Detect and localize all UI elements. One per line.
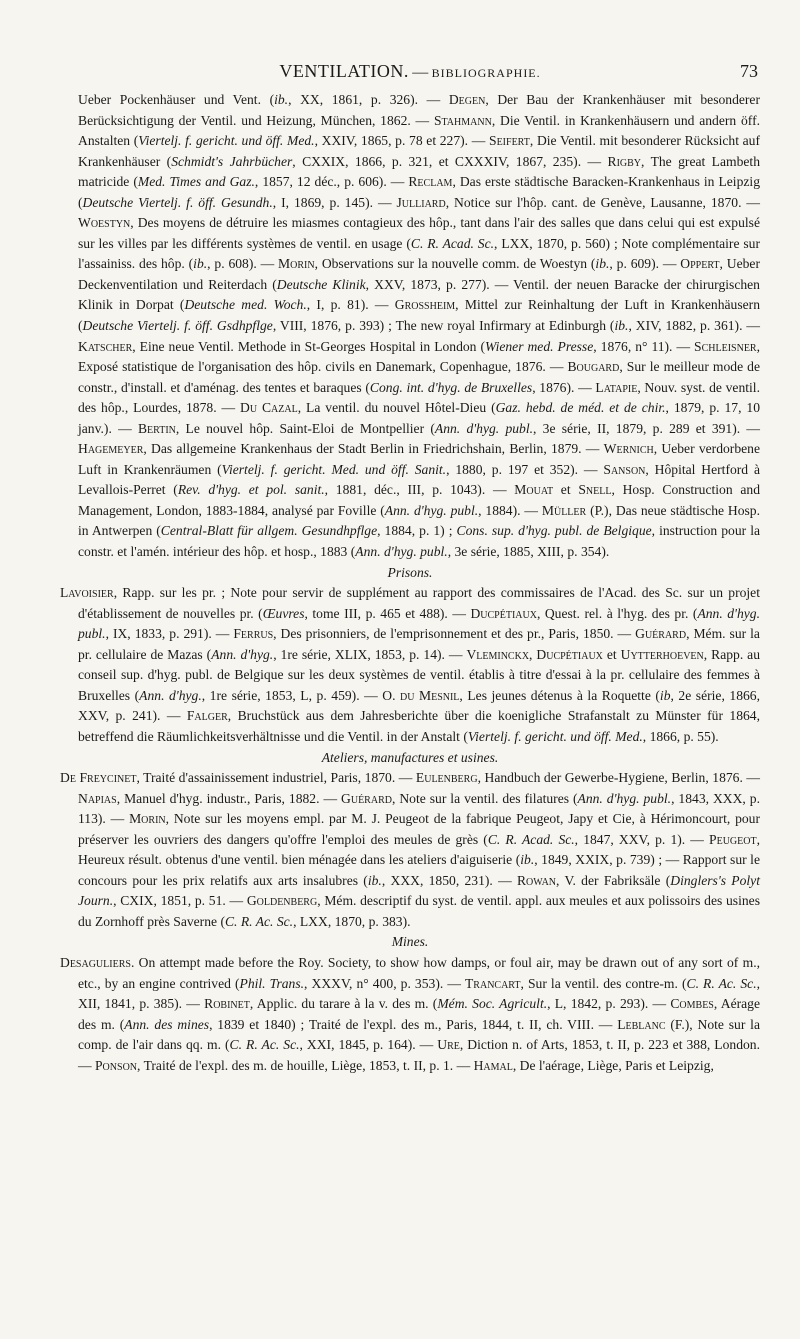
text-run: , Bruchstück aus dem Jahresberichte über die koenigliche Strafanstalt zu Münster für 1864, betreffend die Räumlichkeitsverhältnisse und die Ventil. in der Anstalt (	[78, 708, 761, 744]
journal-title: ib.	[520, 852, 535, 868]
author-name: De Freycinet	[60, 770, 137, 786]
running-header	[60, 56, 760, 86]
text-run: , Handbuch der Gewerbe-Hygiene, Berlin, 1876. —	[477, 770, 761, 786]
journal-title: Ann. d'hyg.	[139, 687, 202, 703]
author-name: Hamal	[473, 1057, 513, 1073]
author-name: Oppert	[680, 256, 720, 272]
text-run: , 1839 et 1840) ; Traité de l'expl. des m., Paris, 1844, t. II, ch. VIII. —	[209, 1016, 618, 1032]
author-name: Guérard	[635, 626, 687, 642]
journal-title: Phil. Trans.	[239, 975, 305, 991]
author-name: Falger	[186, 708, 228, 724]
author-name: Latapie	[595, 379, 638, 395]
author-name: Ferrus	[233, 626, 274, 642]
author-name: Hagemeyer	[78, 441, 144, 457]
text-run: , 1884). —	[478, 502, 542, 518]
author-name: Müller	[541, 502, 587, 518]
text-run: , 1876, n° 11). —	[593, 338, 695, 354]
journal-title: Deutsche med. Woch.	[184, 297, 307, 313]
text-run: et	[553, 482, 579, 498]
author-name: Napias	[78, 790, 117, 806]
section-heading	[60, 748, 760, 769]
journal-title: Mém. Soc. Agricult.	[437, 996, 548, 1012]
text-run: , Rapp. sur les pr. ; Note pour servir de supplément au rapport des commissaires de l'Acad. des Sc. sur un projet d'établissement de nouvelles pr. (	[78, 585, 760, 621]
text-run: , tome III, p. 465 et 488). —	[304, 605, 471, 621]
journal-title: Med. Times and Gaz.	[137, 174, 255, 190]
text-run: , Des moyens de détruire les miasmes contagieux des hôp., tant dans l'air des salles que dans celui qui est expulsé sur les villes par les différents systèmes de ventil. en usage (	[78, 215, 760, 251]
author-name: Desaguliers	[60, 954, 131, 970]
text-run: , 2e série, 1866, XXV, p. 241). —	[78, 687, 760, 724]
bibliography-paragraph	[60, 583, 760, 747]
journal-title: Deutsche Viertelj. f. öff. Gsdhpflge	[82, 318, 273, 334]
journal-title: Rev. d'hyg. et pol. sanit.	[177, 482, 325, 498]
journal-title: ib.	[595, 256, 610, 272]
author-name: Grossheim	[394, 297, 456, 313]
text-run: , 3e série, II, 1879, p. 289 et 391). —	[533, 420, 760, 436]
text-run: Ateliers, manufactures et usines.	[321, 749, 499, 765]
text-run: , Das allgemeine Krankenhaus der Stadt Berlin in Friedrichshain, Berlin, 1879. —	[143, 441, 604, 457]
journal-title: C. R. Ac. Sc.	[229, 1037, 300, 1053]
text-run: , 1866, p. 55).	[642, 728, 719, 744]
text-run: , Des prisonniers, de l'emprisonnement et des pr., Paris, 1850. —	[273, 626, 636, 642]
text-run: , L, 1842, p. 293). —	[547, 996, 671, 1012]
text-run: et	[602, 646, 621, 662]
journal-title: Schmidt's Jahrbücher	[171, 153, 293, 169]
text-run: , 1876). —	[532, 379, 596, 395]
text-run: , CXIX, 1851, p. 51. —	[113, 893, 247, 909]
text-run: , 1847, XXV, p. 1). —	[574, 831, 710, 847]
bibliography-paragraph	[60, 90, 760, 563]
text-run: , Rapp. au conseil sup. d'hyg. publ. de Belgique sur les deux systèmes de ventil. établis à titre d'essai à la pr. cellulaire des femmes à Bruxelles (	[78, 646, 761, 703]
text-run: , 1881, déc., III, p. 1043). —	[324, 482, 515, 498]
journal-title: Ann. des mines	[124, 1016, 210, 1032]
author-name: Snell	[578, 482, 612, 498]
journal-title: Ann. d'hyg. publ.	[78, 605, 760, 642]
author-name: Stahmann	[433, 112, 492, 128]
header-dash: —	[412, 64, 429, 81]
text-run: , Sur la ventil. des contre-m. (	[520, 975, 687, 991]
text-run: , 1843, XXX, p. 113). —	[78, 790, 760, 827]
text-run: , XX, 1861, p. 326). —	[288, 92, 449, 107]
text-run: , Note sur la ventil. des filatures (	[391, 790, 578, 806]
author-name: Rowan	[516, 872, 557, 888]
text-run: , XXI, 1845, p. 164). —	[299, 1037, 438, 1053]
author-name: Combes	[670, 996, 714, 1012]
author-name: Seifert	[489, 133, 530, 149]
author-name: Du Cazal	[240, 400, 298, 416]
text-run: , Traité de l'expl. des m. de houille, Liège, 1853, t. II, p. 1. —	[137, 1057, 474, 1073]
text-run: ,	[529, 646, 537, 662]
journal-title: Viertelj. f. gericht. und öff. Med.	[467, 728, 643, 744]
text-run: , Die Ventil. in Krankenhäusern und andern öff. Anstalten (	[78, 112, 760, 149]
text-run: , Traité d'assainissement industriel, Paris, 1870. —	[136, 770, 416, 786]
author-name: Bertin	[137, 420, 176, 436]
text-run: , Mém. descriptif du syst. de ventil. appl. aux meules et aux polissoirs des usines du Zornhoff près Saverne (	[78, 893, 760, 929]
author-name: Reclam	[408, 174, 453, 190]
text-run: , 1849, XXIX, p. 739) ; — Rapport sur le concours pour les prix relatifs aux arts insalubres (	[78, 852, 760, 888]
text-run: , Manuel d'hyg. industr., Paris, 1882. —	[116, 790, 342, 806]
author-name: Bougard	[567, 359, 620, 375]
running-title: VENTILATION.	[279, 61, 409, 81]
author-name: Ducpétiaux	[470, 605, 537, 621]
text-run: , Observations sur la nouvelle comm. de Woestyn (	[314, 256, 596, 272]
text-run: , The great Lambeth matricide (	[78, 153, 760, 190]
text-run: , LXX, 1870, p. 383).	[293, 913, 411, 929]
journal-title: ib.	[614, 318, 629, 334]
journal-title: ib.	[193, 256, 208, 272]
author-name: Schleisner	[694, 338, 757, 354]
text-run: , 3e série, 1885, XIII, p. 354).	[447, 544, 610, 560]
journal-title: Ann. d'hyg. publ.	[384, 502, 479, 518]
author-name: Eulenberg	[415, 770, 478, 786]
text-run: , XII, 1841, p. 385). —	[78, 975, 761, 1012]
text-run: , 1857, 12 déc., p. 606). —	[254, 174, 409, 190]
author-name: du Mesnil	[400, 687, 460, 703]
text-run: , I, 1869, p. 145). —	[272, 194, 397, 210]
journal-title: Deutsche Klinik	[276, 276, 366, 292]
author-name: Ure	[437, 1037, 460, 1053]
journal-title: Ann. d'hyg.	[211, 646, 274, 662]
journal-title: Viertelj. f. gericht. Med. und öff. Sanit.	[221, 461, 447, 477]
author-name: Morin	[278, 256, 315, 272]
text-run: , La ventil. du nouvel Hôtel-Dieu (	[297, 400, 496, 416]
text-run: , Quest. rel. à l'hyg. des pr. (	[536, 605, 698, 621]
author-name: Julliard	[396, 194, 446, 210]
journal-title: ib.	[274, 92, 289, 107]
author-name: Degen	[448, 92, 486, 107]
text-run: , Hôpital Hertford à Levallois-Perret (	[78, 461, 760, 498]
journal-title: Central-Blatt für allgem. Gesundhpflge	[160, 523, 378, 539]
text-run: , Aérage des m. (	[78, 996, 761, 1032]
text-run: , XXV, 1873, p. 277). — Ventil. der neuen Baracke der chirurgischen Klinik in Dorpat (	[78, 276, 760, 313]
text-run: , IX, 1833, p. 291). —	[105, 626, 234, 642]
author-name: Ducpétiaux	[536, 646, 603, 662]
text-run: , instruction pour la constr. et l'amén. intérieur des hôp. et hosp., 1883 (	[78, 523, 760, 560]
text-run: , 1884, p. 1) ;	[377, 523, 457, 539]
text-run: . On attempt made before the Roy. Society, to show how damps, or foul air, may be drawn out of any sort of m., etc., by an engine contrived (	[78, 954, 760, 991]
bibliography-body	[60, 90, 760, 1076]
text-run: , Notice sur l'hôp. cant. de Genève, Lausanne, 1870. —	[445, 194, 761, 210]
journal-title: Cons. sup. d'hyg. publ. de Belgique	[456, 523, 652, 539]
journal-title: Dinglers's Polyt Journ.	[78, 872, 760, 909]
text-run: , Nouv. syst. de ventil. des hôp., Lourdes, 1878. —	[78, 379, 760, 416]
journal-title: ib.	[367, 872, 382, 888]
text-run: , Das erste städtische Baracken-Krankenhaus in Leipzig (	[78, 174, 760, 210]
author-name: Goldenberg	[246, 893, 318, 909]
journal-title: C. R. Ac. Sc.	[224, 913, 294, 929]
text-run: , 1re série, XLIX, 1853, p. 14). —	[273, 646, 467, 662]
text-run: , I, p. 81). —	[306, 297, 395, 313]
text-run: , Note sur les moyens empl. par M. J. Peugeot de la fabrique Peugeot, Japy et Cie, à Hérimoncourt, pour préserver les ouvriers des dangers qu'offre l'emploi des meules de grès (	[78, 811, 761, 847]
text-run: , LXX, 1870, p. 560) ; Note complémentaire sur l'assainiss. des hôp. (	[78, 235, 760, 272]
journal-title: Gaz. hebd. de méd. et de chir.	[495, 400, 666, 416]
text-run: , XXIV, 1865, p. 78 et 227). —	[314, 133, 490, 149]
text-run: , CXXIX, 1866, p. 321, et CXXXIV, 1867, 235). —	[292, 153, 608, 169]
section-heading	[60, 932, 760, 953]
text-run: , Die Ventil. mit besonderer Rücksicht auf Krankenhäuser (	[78, 133, 761, 169]
author-name: Trancart	[465, 975, 521, 991]
text-run: , Les jeunes détenus à la Roquette (	[459, 687, 660, 703]
bibliography-paragraph	[60, 768, 760, 932]
text-run: , Exposé statistique de l'organisation des hôp. civils en Danemark, Copenhague, 1876. —	[78, 338, 760, 375]
journal-title: C. R. Ac. Sc.	[686, 975, 757, 991]
journal-title: Wiener med. Presse	[485, 338, 594, 354]
author-name: Guérard	[341, 790, 392, 806]
text-run: Prisons.	[387, 564, 433, 580]
journal-title: Ann. d'hyg. publ.	[355, 544, 448, 560]
author-name: Mouat	[514, 482, 554, 498]
text-run: , VIII, 1876, p. 393) ; The new royal Infirmary at Edinburgh (	[272, 318, 615, 334]
text-run: Ueber Pockenhäuser und Vent. (	[78, 92, 275, 107]
journal-title: Viertelj. f. gericht. und öff. Med.	[138, 133, 315, 149]
author-name: Uytterhoeven	[620, 646, 704, 662]
text-run: , Ueber verdorbene Luft in Krankenräumen (	[78, 441, 760, 477]
text-run: , 1re série, 1853, L, p. 459). — O.	[201, 687, 401, 703]
author-name: Woestyn	[78, 215, 131, 231]
author-name: Vleminckx	[466, 646, 530, 662]
journal-title: Deutsche Viertelj. f. öff. Gesundh.	[82, 194, 273, 210]
text-run: , p. 609). —	[609, 256, 681, 272]
text-run: , Heureux résult. obtenus d'une ventil. bien ménagée dans les ateliers d'aiguiserie (	[78, 831, 760, 868]
text-run: , XXX, 1850, 231). —	[381, 872, 517, 888]
text-run: (P.), Das neue städtische Hosp. in Antwerpen (	[78, 502, 761, 539]
author-name: Wernich	[603, 441, 654, 457]
author-name: Sanson	[603, 461, 646, 477]
author-name: Morin	[129, 811, 166, 827]
journal-title: ib	[659, 687, 671, 703]
text-run: , Mittel zur Reinhaltung der Luft in Krankenhäusern (	[78, 297, 760, 334]
text-run: , 1879, p. 17, 10 janv.). —	[78, 400, 760, 436]
text-run: , V. der Fabriksäle (	[556, 872, 671, 888]
text-run: , XIV, 1882, p. 361). —	[628, 318, 760, 334]
text-run: Mines.	[391, 934, 429, 950]
text-run: , Der Bau der Krankenhäuser mit besonderer Berücksichtigung der Ventil. und Heizung, München, 1862. —	[78, 92, 760, 128]
page-number: 73	[740, 61, 758, 81]
text-run: , Applic. du tarare à la v. des m. (	[249, 996, 438, 1012]
author-name: Leblanc	[617, 1016, 666, 1032]
bibliography-paragraph	[60, 953, 760, 1076]
text-run: , De l'aérage, Liège, Paris et Leipzig,	[512, 1057, 714, 1073]
section-heading	[60, 563, 760, 584]
author-name: Peugeot	[709, 831, 757, 847]
running-subtitle: BIBLIOGRAPHIE.	[431, 66, 541, 80]
text-run: , Le nouvel hôp. Saint-Eloi de Montpellier (	[175, 420, 435, 436]
author-name: Rigby	[607, 153, 642, 169]
journal-title: C. R. Acad. Sc.	[410, 235, 495, 251]
text-run: , Diction n. of Arts, 1853, t. II, p. 223 et 388, London. —	[78, 1037, 760, 1073]
journal-title: Ann. d'hyg. publ.	[434, 420, 534, 436]
text-run: , Ueber Deckenventilation und Reiterdach (	[78, 256, 760, 292]
author-name: Lavoisier	[60, 585, 114, 601]
text-run: , Mém. sur la pr. cellulaire de Mazas (	[78, 626, 760, 662]
author-name: Ponson	[95, 1057, 138, 1073]
author-name: Robinet	[204, 996, 250, 1012]
text-run: , Eine neue Ventil. Methode in St-Georges Hospital in London (	[132, 338, 485, 354]
text-run: , 1880, p. 197 et 352). —	[446, 461, 604, 477]
text-run: , Sur le meilleur mode de constr., d'install. et d'aménag. des tentes et baraques (	[78, 359, 760, 395]
journal-title: Cong. int. d'hyg. de Bruxelles	[369, 379, 533, 395]
author-name: Katscher	[78, 338, 133, 354]
journal-title: Œuvres	[262, 605, 305, 621]
text-run: , XXXV, n° 400, p. 353). —	[304, 975, 465, 991]
text-run: , Hosp. Construction and Management, London, 1883-1884, analysé par Foville (	[78, 482, 760, 518]
journal-title: Ann. d'hyg. publ.	[577, 790, 672, 806]
text-run: , p. 608). —	[207, 256, 279, 272]
journal-title: C. R. Acad. Sc.	[487, 831, 575, 847]
text-run: (F.), Note sur la comp. de l'air dans qq. m. (	[78, 1016, 760, 1053]
